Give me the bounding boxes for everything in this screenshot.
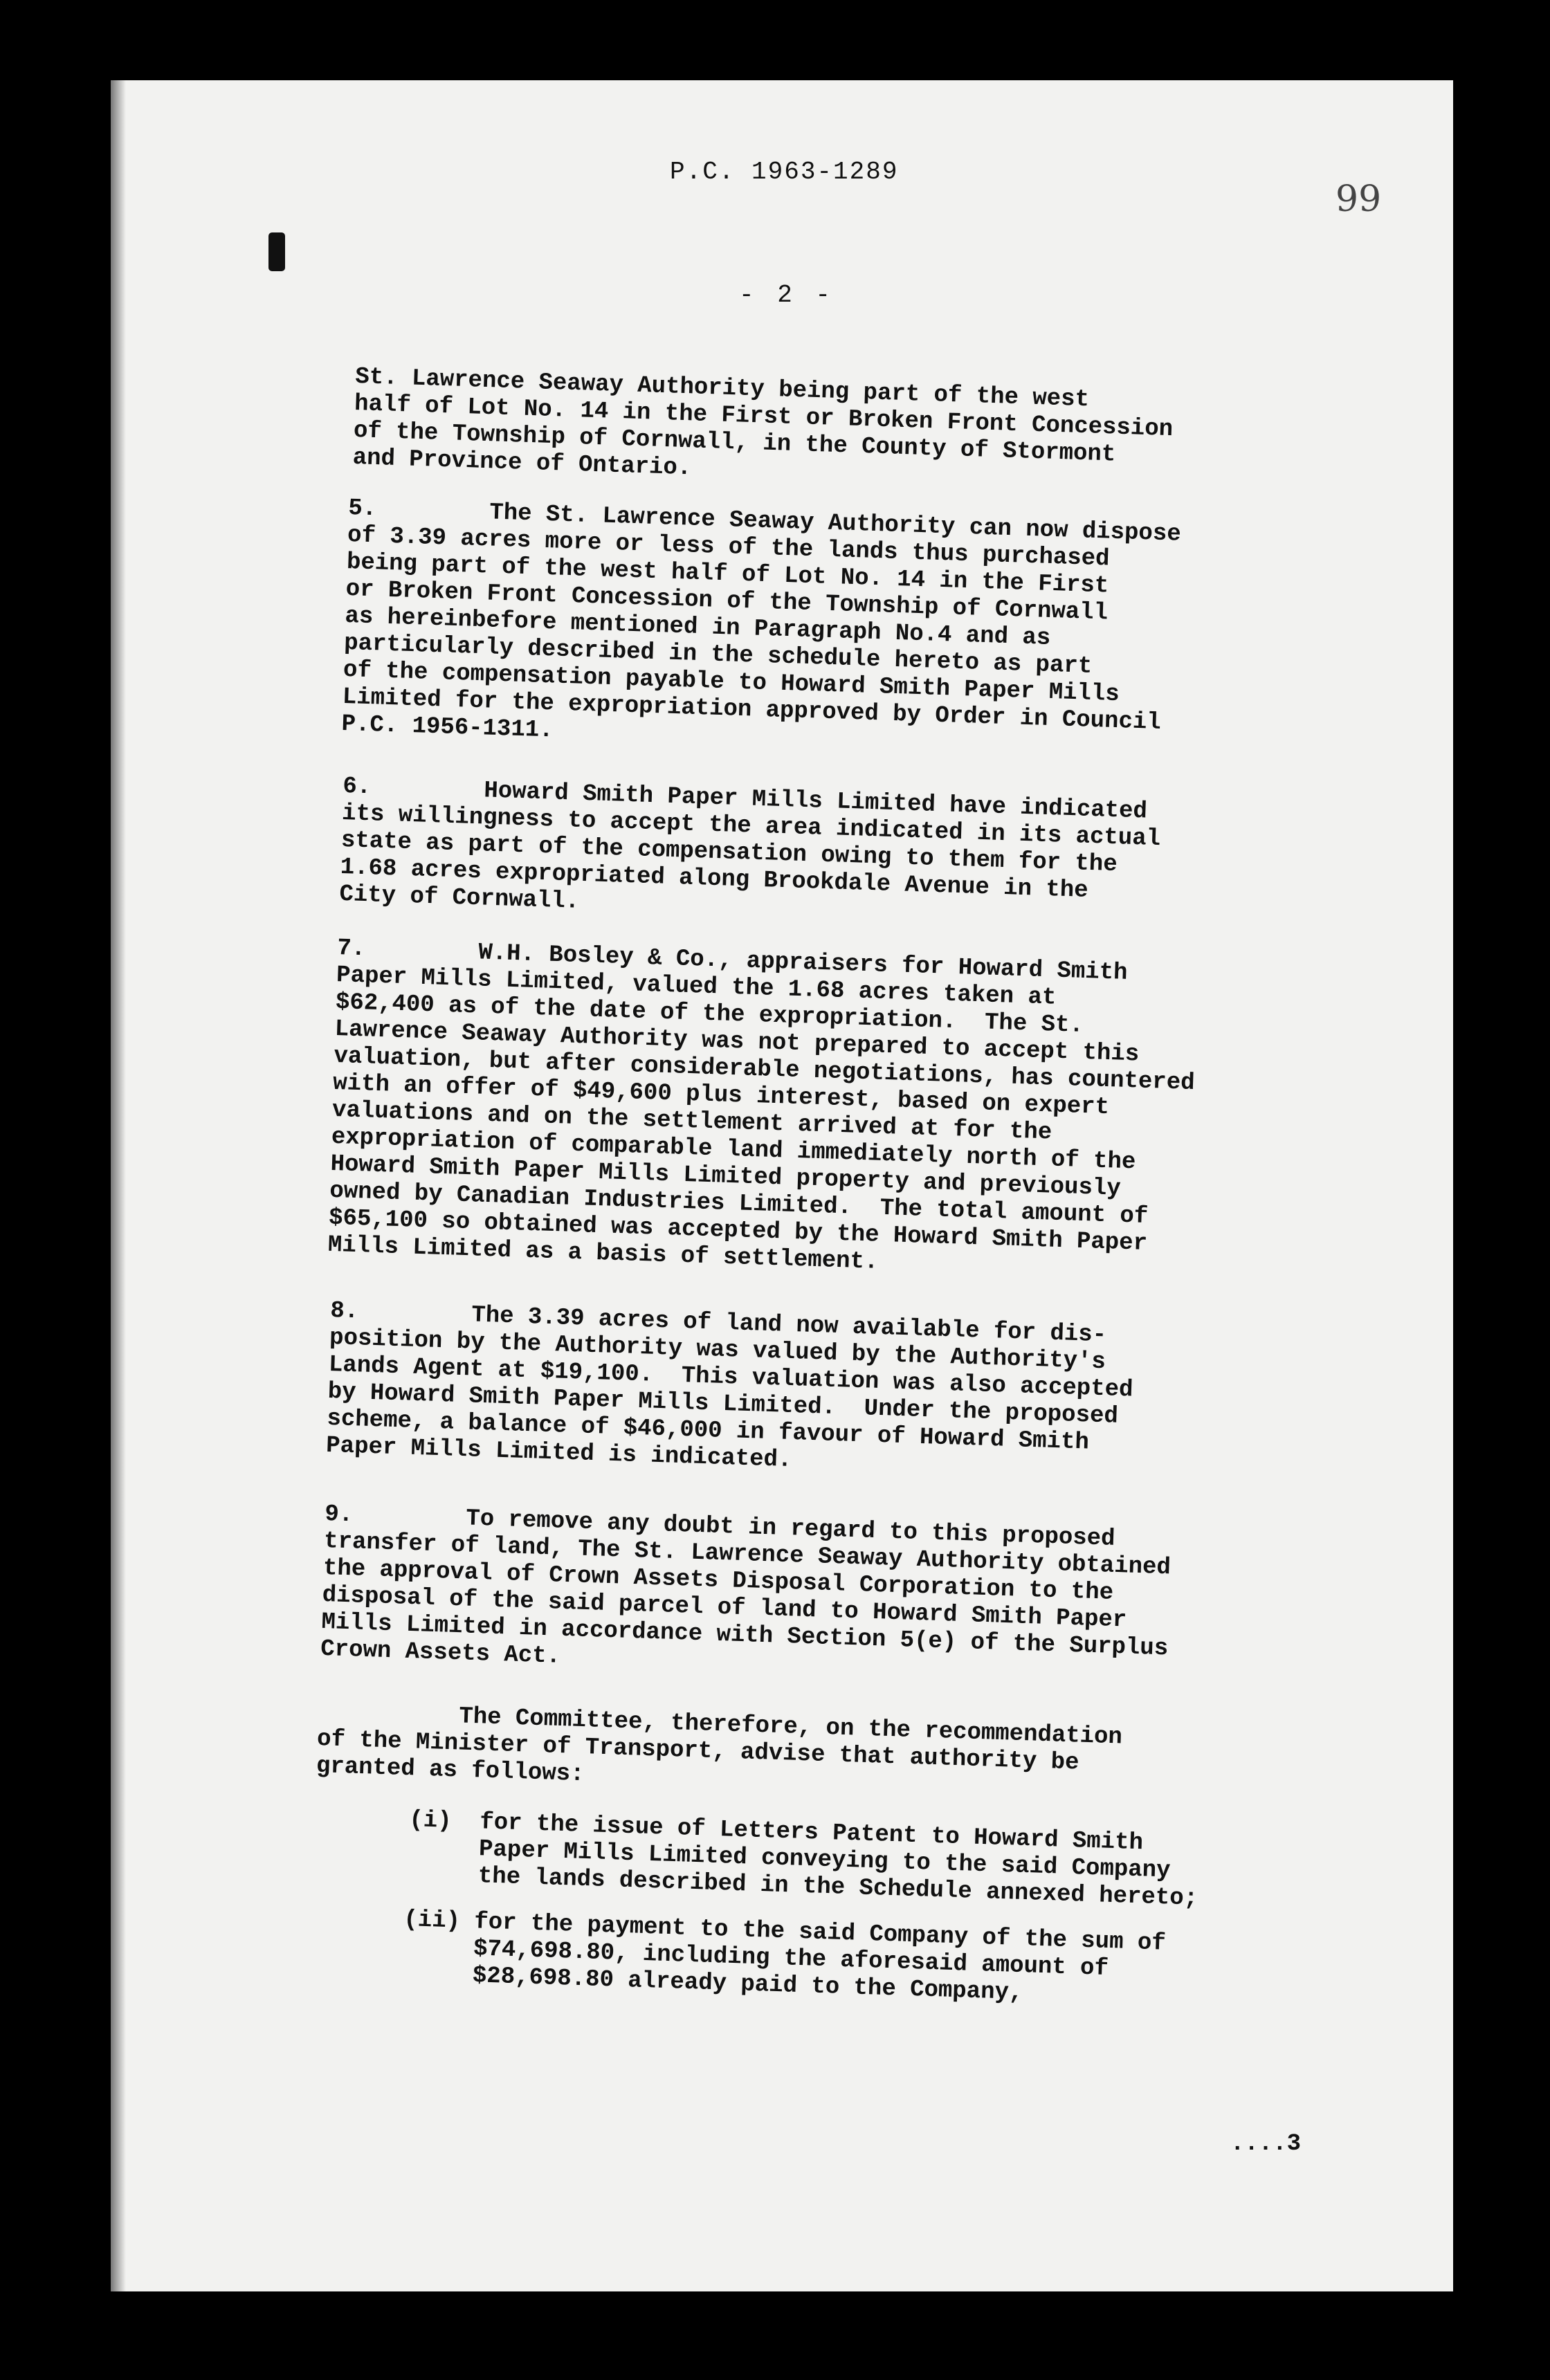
punch-mark — [268, 232, 285, 271]
item-ii: (ii) for the payment to the said Company of the sum of $74,698.80, including the aforesaid amount of $28,698.80 already paid to the Company, — [401, 1907, 1167, 2007]
page-edge-shadow — [111, 80, 126, 2291]
continuation-marker: ....3 — [1230, 2131, 1301, 2157]
paragraph-8: 8. The 3.39 acres of land now available for dis- position by the Authority was valued by the Authority's Lands Agent at $19,100. This valuation was also accepted by Howard Smith Paper Mills Limited. Under the proposed scheme, a balance of $46,000 in favour of Howard Smith Paper Mills Limited is indicated. — [325, 1298, 1133, 1474]
document-page — [111, 80, 1453, 2291]
paragraph-7: 7. W.H. Bosley & Co., appraisers for Howard Smith Paper Mills Limited, valued the 1.68 acres taken at $62,400 as of the date of the expropriation. The St. Lawrence Seaway Authority was not prepared to accept this valuation, but after considerable negotiations, has countered with an offer of $49,600 plus interest, based on expert valuations and on the settlement arrived at for the expropriation of comparable land immediately north of the Howard Smith Paper Mills Limited property and previously owned by Canadian Industries Limited. The total amount of $65,100 so obtained was accepted by the Howard Smith Paper Mills Limited as a basis of settlement. — [327, 935, 1196, 1276]
recommendation-paragraph: The Committee, therefore, on the recommendation of the Minister of Transport, advise that authority be granted as follows: — [316, 1699, 1123, 1788]
paragraph-5: 5. The St. Lawrence Seaway Authority can now dispose of 3.39 acres more or less of the lands thus purchased being part of the west half of Lot No. 14 in the First or Broken Front Concession of the Township of Cornwall as hereinbefore mentioned in Paragraph No.4 and as particularly described in the schedule hereto as part of the compensation payable to Howard Smith Paper Mills Limited for the expropriation approved by Order in Council P.C. 1956-1311. — [341, 495, 1182, 744]
paragraph-9: 9. To remove any doubt in regard to this proposed transfer of land, The St. Lawrence Seaway Authority obtained the approval of Crown Assets Disposal Corporation to the disposal of the said parcel of land to Howard Smith Paper Mills Limited in accordance with Section 5(e) of the Surplus Crown Assets Act. — [320, 1501, 1171, 1670]
page-number: - 2 - — [739, 281, 835, 309]
item-i: (i) for the issue of Letters Patent to Howard Smith Paper Mills Limited conveying to the said Company the lands described in the Schedule annexed hereto; — [407, 1807, 1198, 1912]
order-in-council-reference: P.C. 1963-1289 — [670, 158, 899, 186]
folio-number: 99 — [1335, 178, 1382, 220]
paragraph-4-continuation: St. Lawrence Seaway Authority being part of the west half of Lot No. 14 in the First or Broken Front Concession of the Township of Cornwall, in the County of Stormont and Province of Ontario. — [352, 364, 1174, 482]
paragraph-6: 6. Howard Smith Paper Mills Limited have indicated its willingness to accept the area indicated in its actual state as part of the compensation owing to them for the 1.68 acres expropriated along Brookdale Avenue in the City of Cornwall. — [338, 774, 1161, 915]
